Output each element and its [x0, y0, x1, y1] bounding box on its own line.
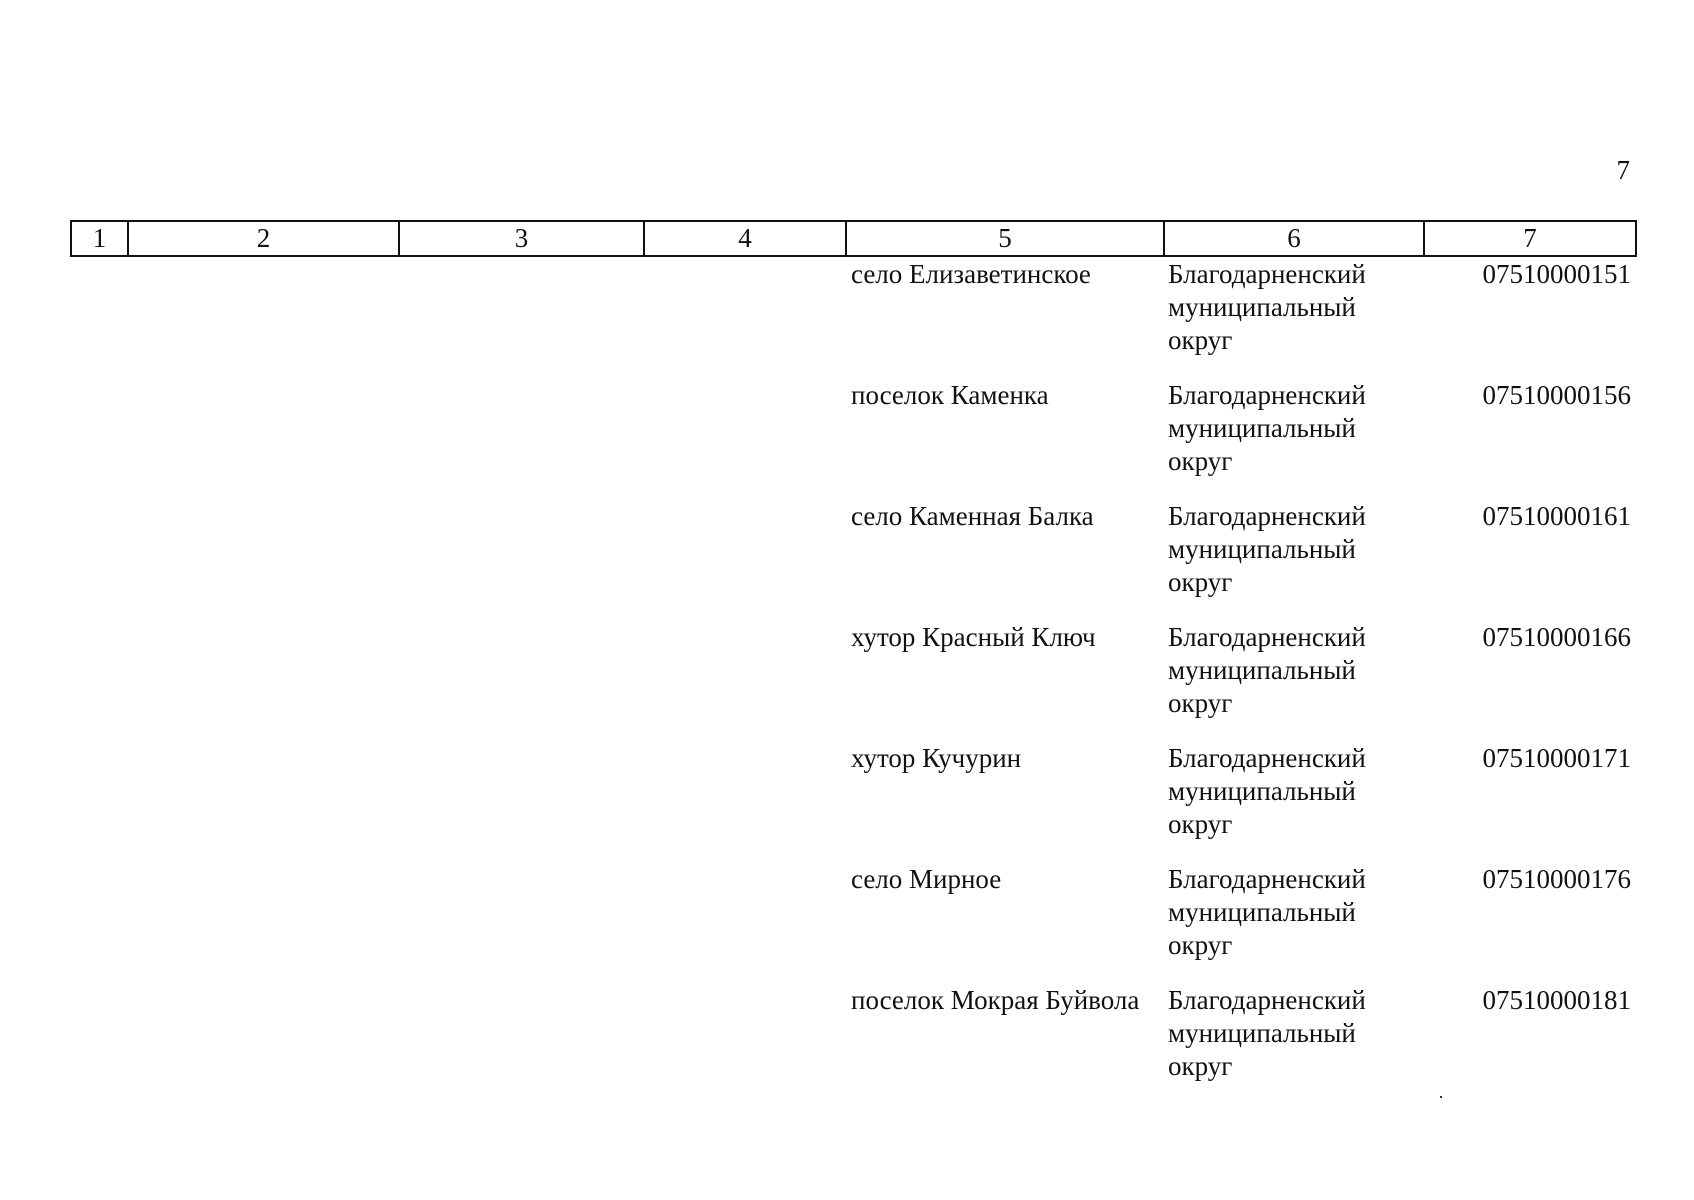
header-col-3: 3: [400, 222, 645, 255]
district-line: округ: [1168, 325, 1233, 355]
locality-cell: хутор Кучурин: [851, 743, 1022, 773]
locality-cell: село Мирное: [851, 864, 1002, 894]
header-col-5: 5: [847, 222, 1165, 255]
table-row: [0, 379, 1694, 500]
district-cell: [1168, 863, 1428, 962]
locality-cell: хутор Красный Ключ: [851, 622, 1096, 652]
code-cell: 07510000161: [1482, 501, 1631, 531]
table-row: [0, 863, 1694, 984]
district-cell: [1168, 742, 1428, 841]
district-line: округ: [1168, 567, 1233, 597]
district-line: округ: [1168, 930, 1233, 960]
district-line: Благодарненский: [1168, 501, 1366, 531]
district-line: округ: [1168, 688, 1233, 718]
district-cell: [1168, 621, 1428, 720]
table-row: [0, 742, 1694, 863]
header-col-6: 6: [1165, 222, 1425, 255]
code-cell: 07510000151: [1482, 259, 1631, 289]
district-line: округ: [1168, 446, 1233, 476]
code-cell: 07510000166: [1482, 622, 1631, 652]
district-cell: [1168, 500, 1428, 599]
locality-cell: село Каменная Балка: [851, 501, 1094, 531]
district-line: муниципальный: [1168, 776, 1356, 806]
code-cell: 07510000176: [1482, 864, 1631, 894]
code-cell: 07510000181: [1482, 985, 1631, 1015]
district-line: муниципальный: [1168, 292, 1356, 322]
district-cell: [1168, 379, 1428, 478]
district-line: муниципальный: [1168, 1018, 1356, 1048]
district-cell: [1168, 984, 1428, 1083]
page-number: 7: [1616, 155, 1630, 185]
locality-cell: село Елизаветинское: [851, 259, 1091, 289]
table-row: [0, 984, 1694, 1105]
table-row: [0, 500, 1694, 621]
district-line: муниципальный: [1168, 413, 1356, 443]
district-line: Благодарненский: [1168, 985, 1366, 1015]
locality-cell: поселок Мокрая Буйвола: [851, 985, 1140, 1015]
district-line: округ: [1168, 809, 1233, 839]
district-line: округ: [1168, 1051, 1233, 1081]
scan-speck: [1440, 1096, 1442, 1098]
code-cell: 07510000171: [1482, 743, 1631, 773]
district-line: муниципальный: [1168, 897, 1356, 927]
district-line: Благодарненский: [1168, 864, 1366, 894]
header-col-1: 1: [72, 222, 129, 255]
district-line: Благодарненский: [1168, 380, 1366, 410]
locality-cell: поселок Каменка: [851, 380, 1049, 410]
header-col-7: 7: [1523, 223, 1537, 253]
table-row: [0, 258, 1694, 379]
table-header: [70, 220, 1637, 257]
table-row: [0, 621, 1694, 742]
district-cell: [1168, 258, 1428, 357]
header-col-2: 2: [129, 222, 400, 255]
district-line: муниципальный: [1168, 534, 1356, 564]
district-line: муниципальный: [1168, 655, 1356, 685]
header-col-4: 4: [645, 222, 847, 255]
district-line: Благодарненский: [1168, 743, 1366, 773]
code-cell: 07510000156: [1482, 380, 1631, 410]
district-line: Благодарненский: [1168, 259, 1366, 289]
district-line: Благодарненский: [1168, 622, 1366, 652]
